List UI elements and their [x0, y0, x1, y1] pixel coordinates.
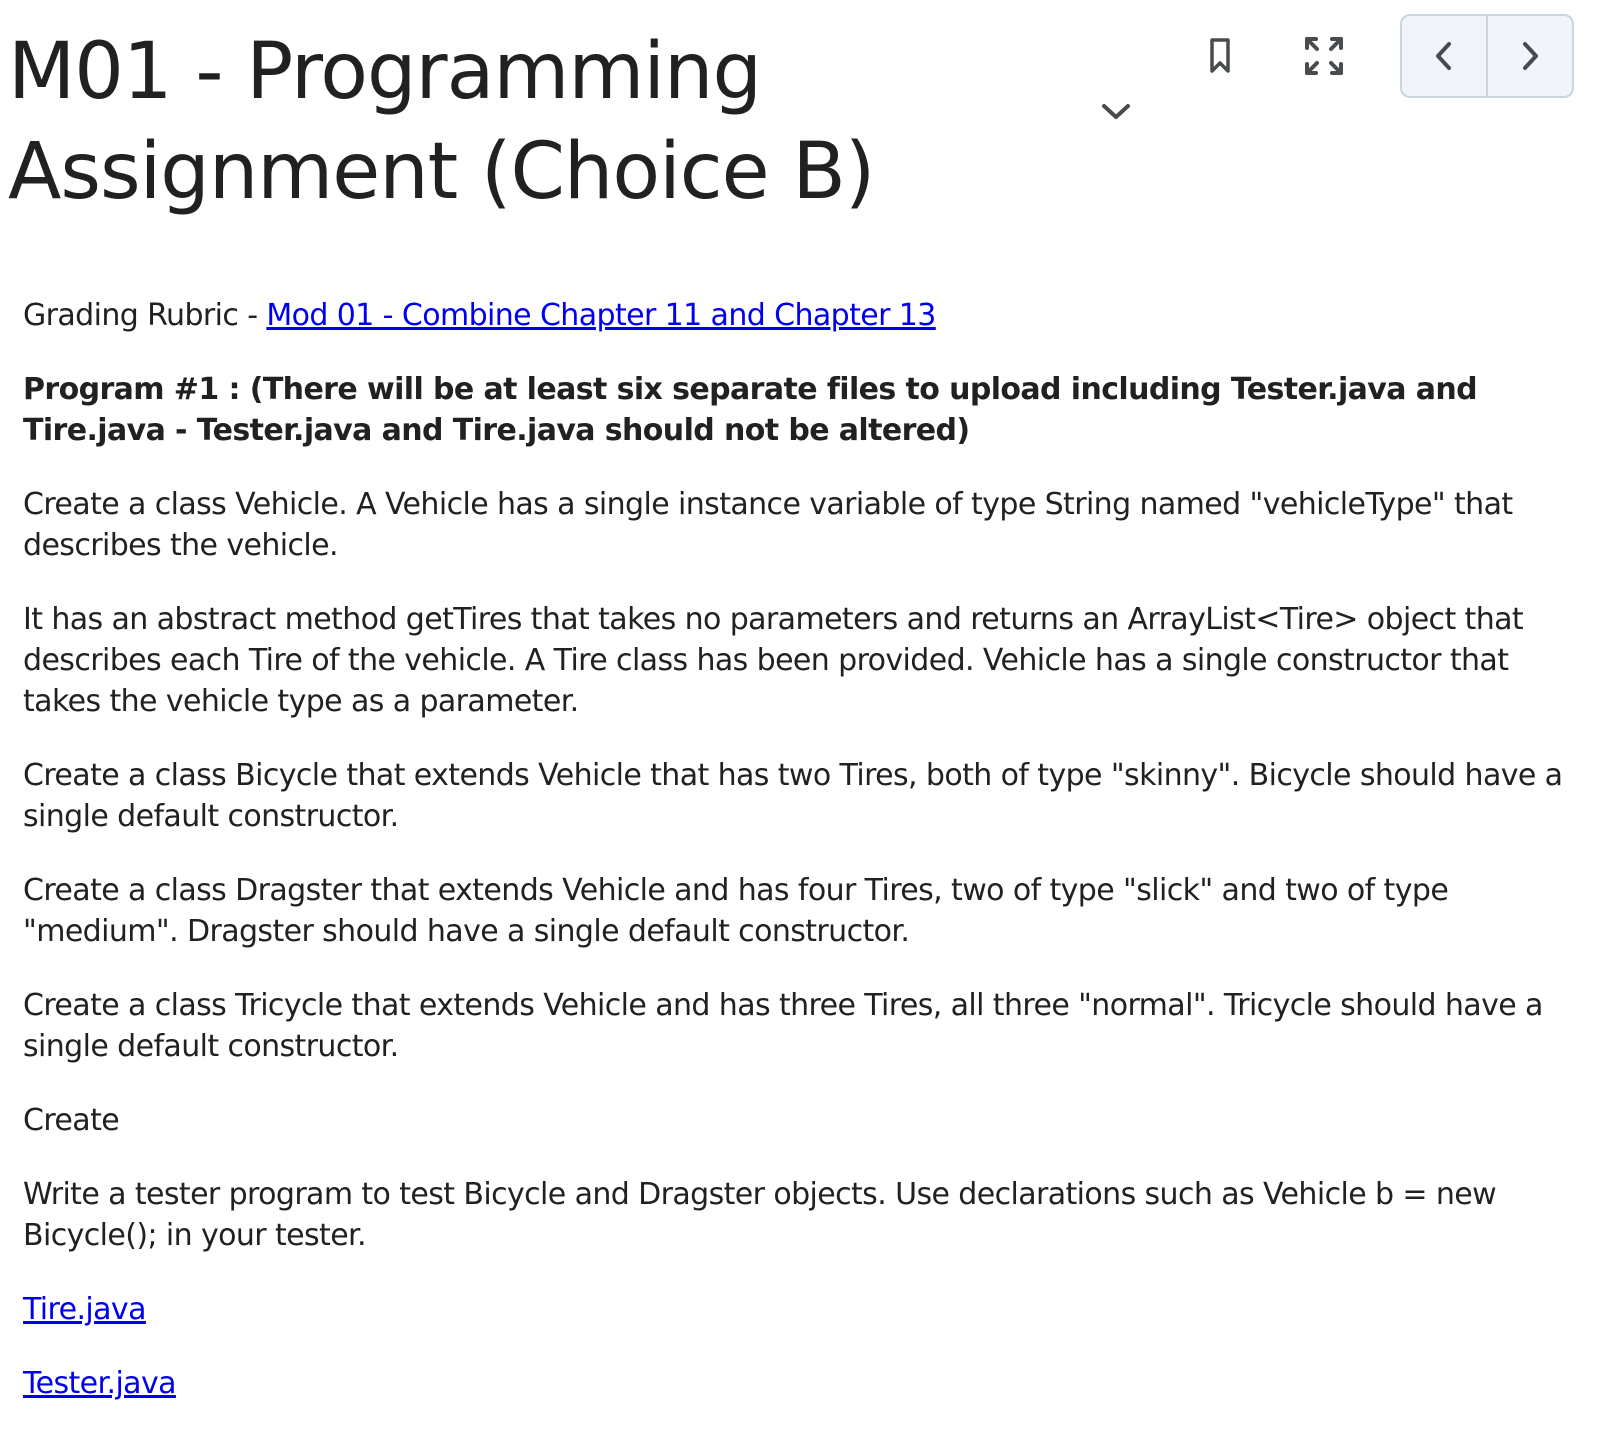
grading-rubric-label: Grading Rubric - [23, 298, 267, 333]
chevron-right-icon [1520, 41, 1540, 71]
page-title-line-2: Assignment (Choice B) [8, 127, 875, 217]
dragster-paragraph: Create a class Dragster that extends Vehicle and has four Tires, two of type "slick" and two of type "medium". Dragster should have a single default constructor. [23, 873, 1449, 949]
tester-java-line [23, 1363, 1583, 1404]
tester-java-link[interactable]: Tester.java [23, 1366, 176, 1401]
grading-rubric-line [23, 295, 1583, 336]
gettires-paragraph: It has an abstract method getTires that takes no parameters and returns an ArrayList<Tire> object that describes each Tire of the vehicle. A Tire class has been provided. Vehicle has a single constructor that takes the vehicle type as a parameter. [23, 602, 1524, 719]
assignment-content [23, 295, 1583, 1437]
bookmark-button[interactable] [1196, 32, 1244, 80]
collapse-toggle-button[interactable] [1100, 96, 1132, 128]
program-heading: Program #1 : (There will be at least six separate files to upload including Tester.java and Tire.java - Tester.java and Tire.java should not be altered) [23, 372, 1477, 448]
next-topic-button[interactable] [1486, 16, 1572, 96]
bookmark-icon [1210, 38, 1230, 74]
chevron-left-icon [1434, 41, 1454, 71]
vehicle-paragraph: Create a class Vehicle. A Vehicle has a single instance variable of type String named "vehicleType" that describes the vehicle. [23, 487, 1513, 563]
fullscreen-icon [1304, 36, 1344, 76]
grading-rubric-link[interactable]: Mod 01 - Combine Chapter 11 and Chapter 13 [266, 298, 936, 333]
tire-java-link[interactable]: Tire.java [23, 1292, 146, 1327]
tricycle-paragraph: Create a class Tricycle that extends Vehicle and has three Tires, all three "normal". Tricycle should have a single default constructor. [23, 988, 1543, 1064]
create-paragraph: Create [23, 1103, 120, 1138]
page-header [8, 22, 1068, 222]
bicycle-paragraph: Create a class Bicycle that extends Vehicle that has two Tires, both of type "skinny". Bicycle should have a single default constructor. [23, 758, 1563, 834]
fullscreen-button[interactable] [1300, 32, 1348, 80]
tire-java-line [23, 1289, 1583, 1330]
page-title-line-1: M01 - Programming [8, 27, 761, 117]
tester-paragraph: Write a tester program to test Bicycle and Dragster objects. Use declarations such as Vehicle b = new Bicycle(); in your tester. [23, 1177, 1497, 1253]
topic-navigation [1400, 14, 1574, 98]
chevron-down-icon [1101, 102, 1131, 122]
previous-topic-button[interactable] [1402, 16, 1486, 96]
page-title [8, 22, 1068, 222]
